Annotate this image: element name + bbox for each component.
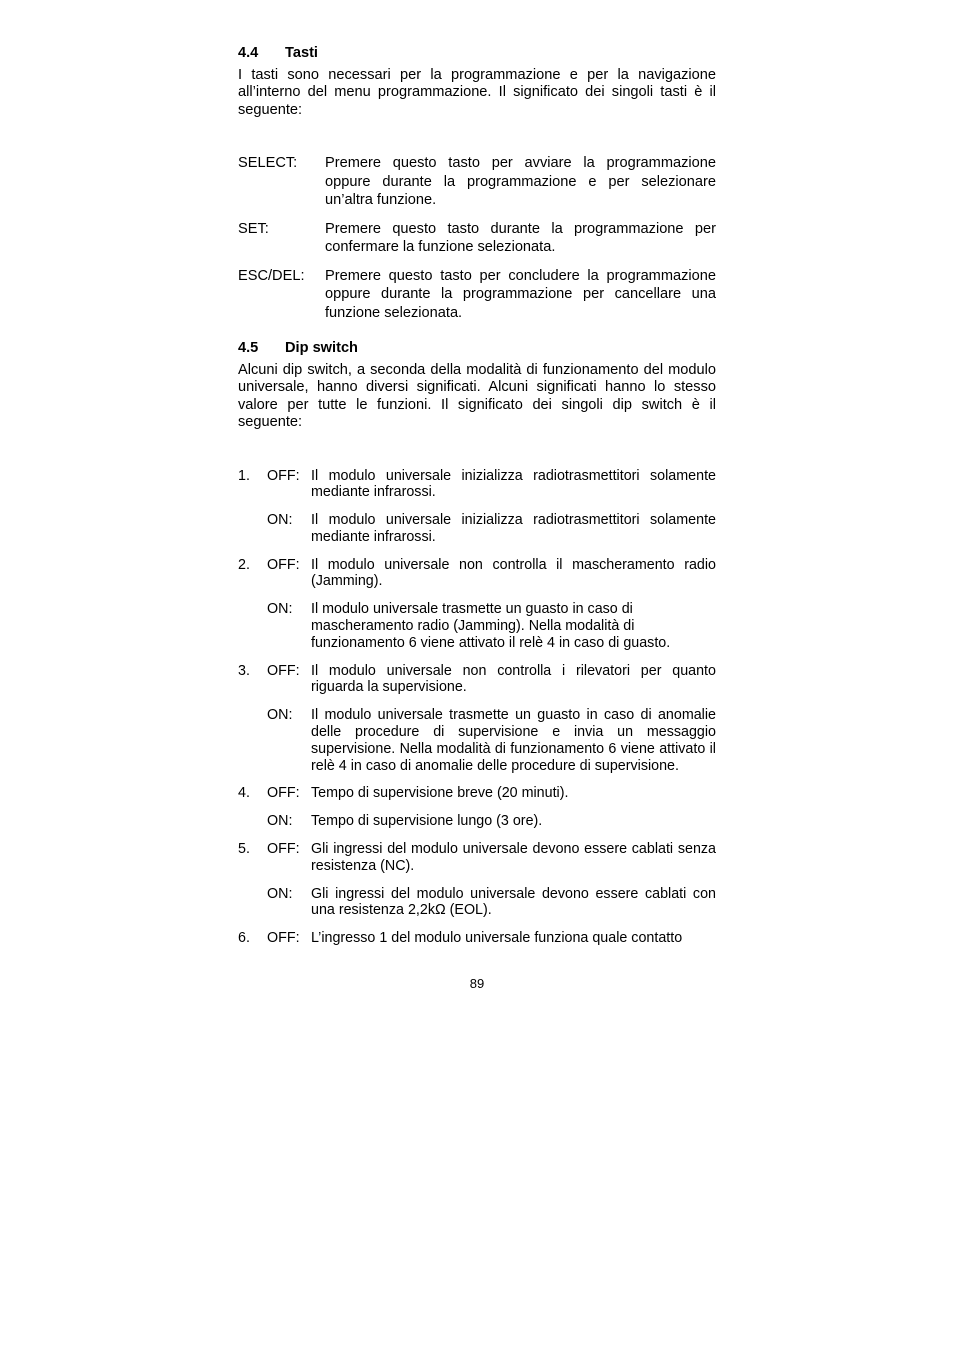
key-label: ESC/DEL: <box>238 267 305 284</box>
dip-item <box>238 663 716 697</box>
dip-item <box>238 468 716 502</box>
dip-item <box>238 813 716 830</box>
dip-state: OFF: <box>267 467 300 484</box>
dip-description: Gli ingressi del modulo universale devono essere cablati con una resistenza 2,2kΩ (EOL). <box>311 885 716 919</box>
dip-number: 5. <box>238 841 250 858</box>
dip-state: OFF: <box>267 556 300 573</box>
dip-item <box>238 930 716 947</box>
dip-number: 4. <box>238 785 250 802</box>
dip-state: ON: <box>267 707 293 724</box>
key-description: Premere questo tasto durante la programmazione per confermare la funzione selezionata. <box>325 220 716 255</box>
section-title: Tasti <box>285 45 318 61</box>
dip-description: Il modulo universale inizializza radiotrasmettitori solamente mediante infrarossi. <box>311 467 716 501</box>
key-label: SELECT: <box>238 155 298 171</box>
dip-description: Il modulo universale non controlla i rilevatori per quanto riguarda la supervisione. <box>311 662 716 696</box>
dip-state: OFF: <box>267 930 300 947</box>
section-intro-paragraph: Alcuni dip switch, a seconda della modalità di funzionamento del modulo universale, hanno diversi significati. Alcuni significati hanno lo stesso valore per tutte le funzioni. Il significato dei singoli dip switch è il seguente: <box>238 361 716 430</box>
dip-state: OFF: <box>267 662 300 679</box>
dip-state: ON: <box>267 885 293 902</box>
dip-description: Tempo di supervisione breve (20 minuti). <box>311 785 569 802</box>
key-list <box>238 154 716 322</box>
dip-number: 6. <box>238 930 250 947</box>
key-row-select <box>238 154 716 210</box>
section-title: Dip switch <box>285 340 358 356</box>
dip-number <box>238 813 267 830</box>
dip-state: ON: <box>267 512 293 529</box>
section-heading-4-4 <box>238 45 716 63</box>
section-number: 4.4 <box>238 45 259 61</box>
dip-state: ON: <box>267 813 293 830</box>
dip-number: 2. <box>238 556 250 573</box>
dip-description: Il modulo universale inizializza radiotrasmettitori solamente mediante infrarossi. <box>311 512 716 545</box>
dip-state: OFF: <box>267 785 300 802</box>
dip-item <box>238 785 716 802</box>
dip-item <box>238 512 716 546</box>
section-number: 4.5 <box>238 340 259 356</box>
dip-number <box>238 707 267 774</box>
page-content <box>238 45 716 958</box>
dip-number <box>238 512 267 546</box>
key-description: Premere questo tasto per concludere la programmazione oppure durante la programmazione per cancellare una funzione selezionata. <box>325 267 716 321</box>
section-heading-4-5 <box>238 340 716 358</box>
dip-item <box>238 886 716 920</box>
key-label: SET: <box>238 220 269 237</box>
dip-description: Gli ingressi del modulo universale devono essere cablati senza resistenza (NC). <box>311 841 716 874</box>
section-intro-paragraph: I tasti sono necessari per la programmazione e per la navigazione all’interno del menu programmazione. Il significato dei singoli tasti è il seguente: <box>238 66 716 118</box>
page-number: 89 <box>469 976 485 991</box>
dip-description: L’ingresso 1 del modulo universale funziona quale contatto <box>311 930 683 947</box>
key-row-esc-del <box>238 267 716 323</box>
dip-item <box>238 557 716 591</box>
dip-number <box>238 886 267 920</box>
dip-description: Il modulo universale trasmette un guasto in caso di mascheramento radio (Jamming). Nella modalità di funzionamento 6 viene attivato il relè 4 in caso di guasto. <box>311 601 671 651</box>
key-row-set <box>238 220 716 257</box>
dip-switch-list <box>238 468 716 948</box>
dip-number: 1. <box>238 467 250 484</box>
dip-state: ON: <box>267 601 293 618</box>
dip-description: Il modulo universale non controlla il mascheramento radio (Jamming). <box>311 556 716 590</box>
dip-item <box>238 601 716 651</box>
key-description: Premere questo tasto per avviare la programmazione oppure durante la programmazione e per selezionare un’altra funzione. <box>325 155 716 208</box>
dip-item <box>238 841 716 875</box>
dip-number: 3. <box>238 662 250 679</box>
dip-description: Tempo di supervisione lungo (3 ore). <box>311 813 543 830</box>
dip-state: OFF: <box>267 841 300 858</box>
dip-description: Il modulo universale trasmette un guasto in caso di anomalie delle procedure di supervisione e invia un messaggio supervisione. Nella modalità di funzionamento 6 viene attivato il relè 4 in caso di anomalie delle procedure di supervisione. <box>311 707 716 774</box>
dip-item <box>238 707 716 774</box>
dip-number <box>238 601 267 651</box>
